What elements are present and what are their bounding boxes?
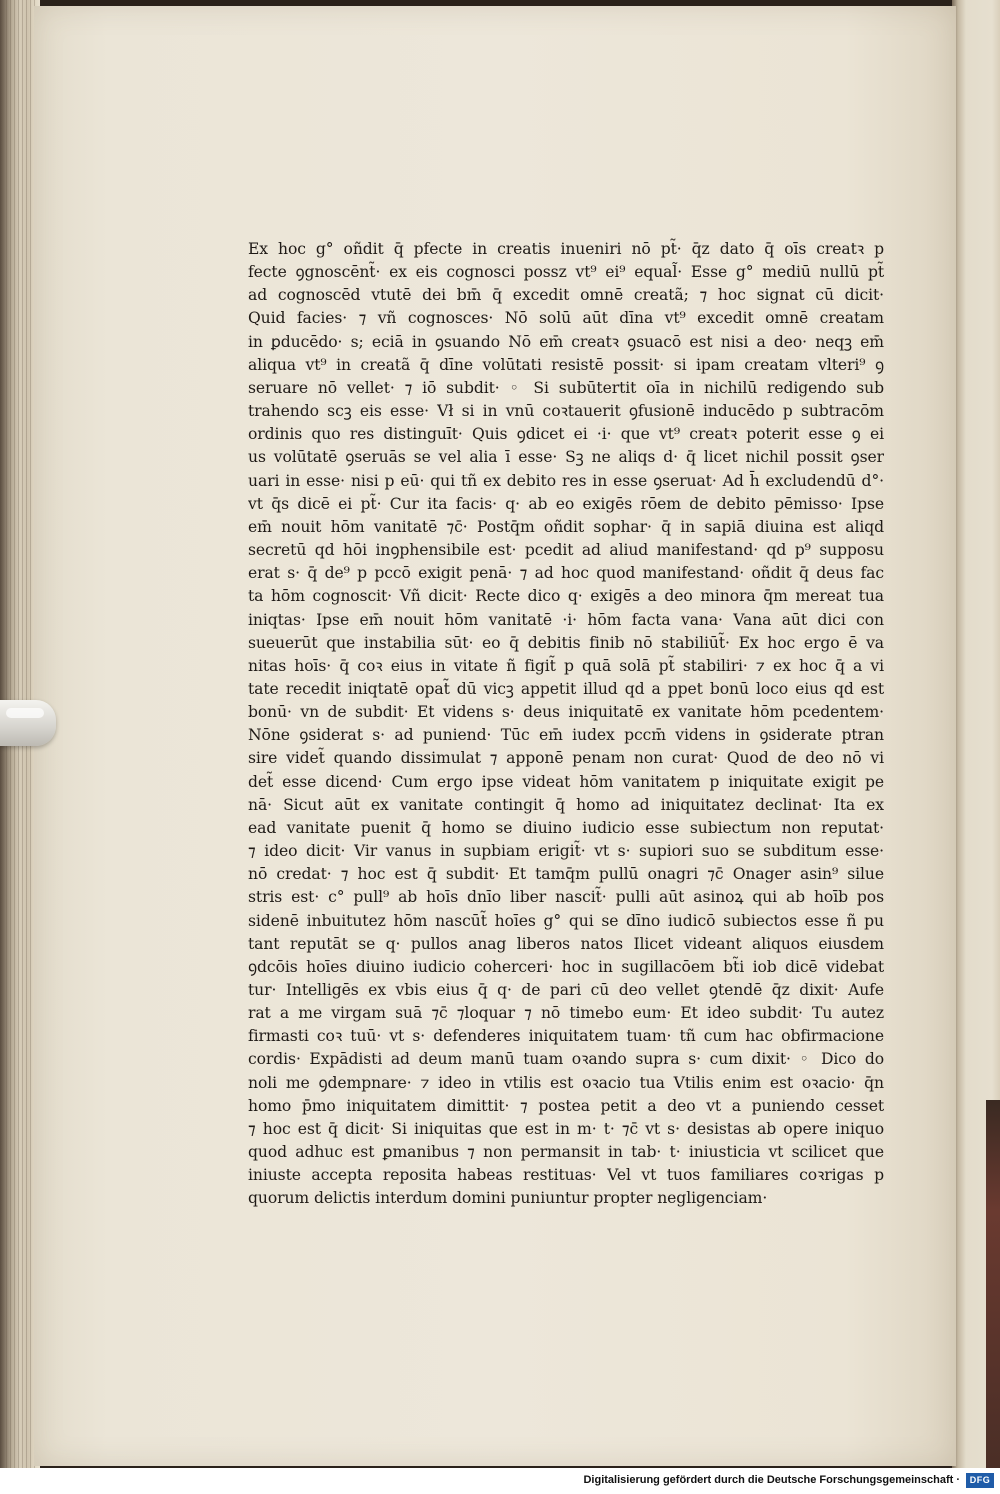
text-line: erat s· q̄ de⁹ p pccō exigit penā· ⁊ ad hoc quod manifestand· oñdit q̄ deus fac bbox=[248, 564, 884, 583]
text-line: aliqua vt⁹ in creatã q̄ dīne volūtati resistē possit· si ipam creatam vlteri⁹ ꝯ bbox=[248, 355, 884, 374]
text-line: nā· Sicut aūt ex vanitate contingit q̄ homo ad iniquitatez declinat· Ita ex bbox=[248, 795, 884, 814]
text-line: iniuste accepta reposita habeas restituas· Vel vt tuos familiares coꝛrigas p bbox=[248, 1166, 884, 1185]
text-line: secretū qd hōi inꝯphensibile est· pcedit ad aliud manifestand· qd p⁹ supposu bbox=[248, 541, 884, 560]
text-line: trahendo scꝫ eis esse· Vł si in vnū coꝛtauerit ꝯfusionē inducēdo p subtracōm bbox=[248, 402, 884, 421]
text-line: cordis· Expādisti ad deum manū tuam oꝛando supra s· cum dixit· ◦ Dico do bbox=[248, 1050, 884, 1069]
text-line: nitas hoīs· q̄ coꝛ eius in vitate ñ figit̃ p quā solā pt̃ stabiliri· ⁊ ex hoc q̄ a vi bbox=[248, 656, 884, 675]
text-line: vt q̄s dicē ei pt̃· Cur ita facis· q· ab eo exigēs rōem de debito pēmisso· Ipse bbox=[248, 494, 884, 513]
text-line: nō credat· ⁊ hoc est q̄ subdit· Et tamq̄m pullū onagri ⁊c̄ Onager asin⁹ silue bbox=[248, 865, 884, 884]
text-line: sire videt̃ quando dissimulat ⁊ apponē penam non curat· Quod de deo nō vi bbox=[248, 749, 884, 768]
printed-text-block bbox=[248, 238, 884, 1211]
text-line: Nōne ꝯsiderat s· ad puniend· Tūc em̄ iudex pccm̄ videns in ꝯsiderate ptran bbox=[248, 726, 884, 745]
text-line: tate recedit iniqtatē opat̃ dū vicꝫ appetit illud qd a ppet bonū loco eius qd est bbox=[248, 679, 884, 698]
text-line: ad cognoscēd vtutē dei bm̄ q̄ excedit omnē creatã; ⁊ hoc signat cū dicit· bbox=[248, 286, 884, 305]
text-line: ꝯdcōis hoīes diuino iudicio coherceri· hoc in sugillacōem bt̃i iob dicē videbat bbox=[248, 957, 884, 976]
text-line: bonū· vn de subdit· Et videns s· deus iniquitatē ex vanitate hōm pcedentem· bbox=[248, 703, 884, 722]
text-line: det̃ esse dicend· Cum ergo ipse videat hōm vanitatem p iniquitate exigit pe bbox=[248, 772, 884, 791]
text-line: sidenē inbuitutez hōm nascūt̃ hoīes g° qui se dīno iudicō subiectos esse ñ pu bbox=[248, 911, 884, 930]
page-clip bbox=[0, 700, 56, 746]
text-line: ⁊ ideo dicit· Vir vanus in supbiam erigit̃· vt s· supiori suo se subditum esse· bbox=[248, 842, 884, 861]
text-line: tant reputāt se q· pullos anag liberos natos Ilicet videant aliquos eiusdem bbox=[248, 934, 884, 953]
funding-credit: Digitalisierung gefördert durch die Deutsche Forschungsgemeinschaft · bbox=[583, 1474, 960, 1486]
text-line: us volūtatē ꝯseruās se vel alia ī esse· Sꝫ ne aliqs d· q̄ licet nichil possit ꝯser bbox=[248, 448, 884, 467]
text-line: tur· Intelligēs ex vbis eius q̄ q· de pari cū deo vellet ꝯtendē q̄z dixit· Aufe bbox=[248, 981, 884, 999]
text-line: ⁊ hoc est q̄ dicit· Si iniquitas que est in m· t· ⁊c̄ vt s· desistas ab opere iniquo bbox=[248, 1119, 884, 1138]
text-line: ta hōm cognoscit· Vñ dicit· Recte dico q· exigēs a deo minora q̄m mereat tua bbox=[248, 587, 884, 606]
text-line: Quid facies· ⁊ vñ cognosces· Nō solū aūt dīna vt⁹ excedit omnē creatam bbox=[248, 309, 884, 328]
text-line: quod adhuc est ꝑmanibus ⁊ non permansit in tab· t· iniusticia vt scilicet que bbox=[248, 1143, 884, 1162]
text-line: ordinis quo res distinguīt· Quis ꝯdicet ei ·i· que vt⁹ creatꝛ poterit esse ꝯ ei bbox=[248, 425, 884, 444]
text-line: firmasti coꝛ tuū· vt s· defenderes iniquitatem tuam· tñ cum hac obfirmacione bbox=[248, 1027, 884, 1046]
text-line: stris est· c° pull⁹ ab hoīs dnīo liber nascit̃· pulli aūt asinoꝝ qui ab hoīb pos bbox=[248, 888, 884, 907]
footer-bar bbox=[0, 1468, 1000, 1494]
text-line: rat a me virgam suā ⁊c̄ ⁊loquar ⁊ nō timebo eum· Et ideo subdit· Tu autez bbox=[248, 1004, 884, 1023]
text-line: fecte ꝯgnoscēnt̃· ex eis cognosci possz vt⁹ ei⁹ equal̃· Esse g° mediū nullū pt̃ bbox=[248, 263, 884, 282]
text-line: em̄ nouit hōm vanitatē ⁊c̄· Postq̄m oñdit sophar· q̄ in sapiā diuina est aliqd bbox=[248, 517, 884, 536]
text-line: in ꝑducēdo· s; eciā in ꝯsuando Nō em̄ creatꝛ ꝯsuacō est nisi a deo· neqꝫ em̄ bbox=[248, 332, 884, 351]
text-line: quorum delictis interdum domini puniuntur propter negligenciam· bbox=[248, 1189, 768, 1208]
text-line: noli me ꝯdempnare· ⁊ ideo in vtilis est oꝛacio tua Vtilis enim est oꝛacio· q̄n bbox=[248, 1073, 884, 1092]
text-line: iniqtas· Ipse em̄ nouit hōm vanitatē ·i· hōm facta vana· Vana aūt dici con bbox=[248, 610, 884, 629]
text-line: uari in esse· nisi p eū· qui tñ ex debito res in esse ꝯseruat· Ad h̄ excludendū d°· bbox=[248, 471, 884, 490]
text-line: sueuerūt que instabilia sūt· eo q̄ debitis finib nō stabiliūt̃· Ex hoc ergo ē va bbox=[248, 633, 884, 652]
text-line: ead vanitate puenit q̄ homo se diuino iudicio esse subiectum non reputat· bbox=[248, 818, 884, 837]
text-line: homo p̄mo iniquitatem dimittit· ⁊ postea petit a deo vt a puniendo cesset bbox=[248, 1096, 884, 1115]
text-line: seruare nō vellet· ⁊ iō subdit· ◦ Si subūtertit oīa in nichilū redigendo sub bbox=[248, 378, 884, 397]
text-line: Ex hoc g° oñdit q̄ pfecte in creatis inueniri nō pt̃· q̄z dato q̄ oīs creatꝛ p bbox=[248, 240, 884, 258]
dfg-logo-icon: DFG bbox=[966, 1473, 994, 1488]
book-cover-edge bbox=[986, 1100, 1000, 1468]
